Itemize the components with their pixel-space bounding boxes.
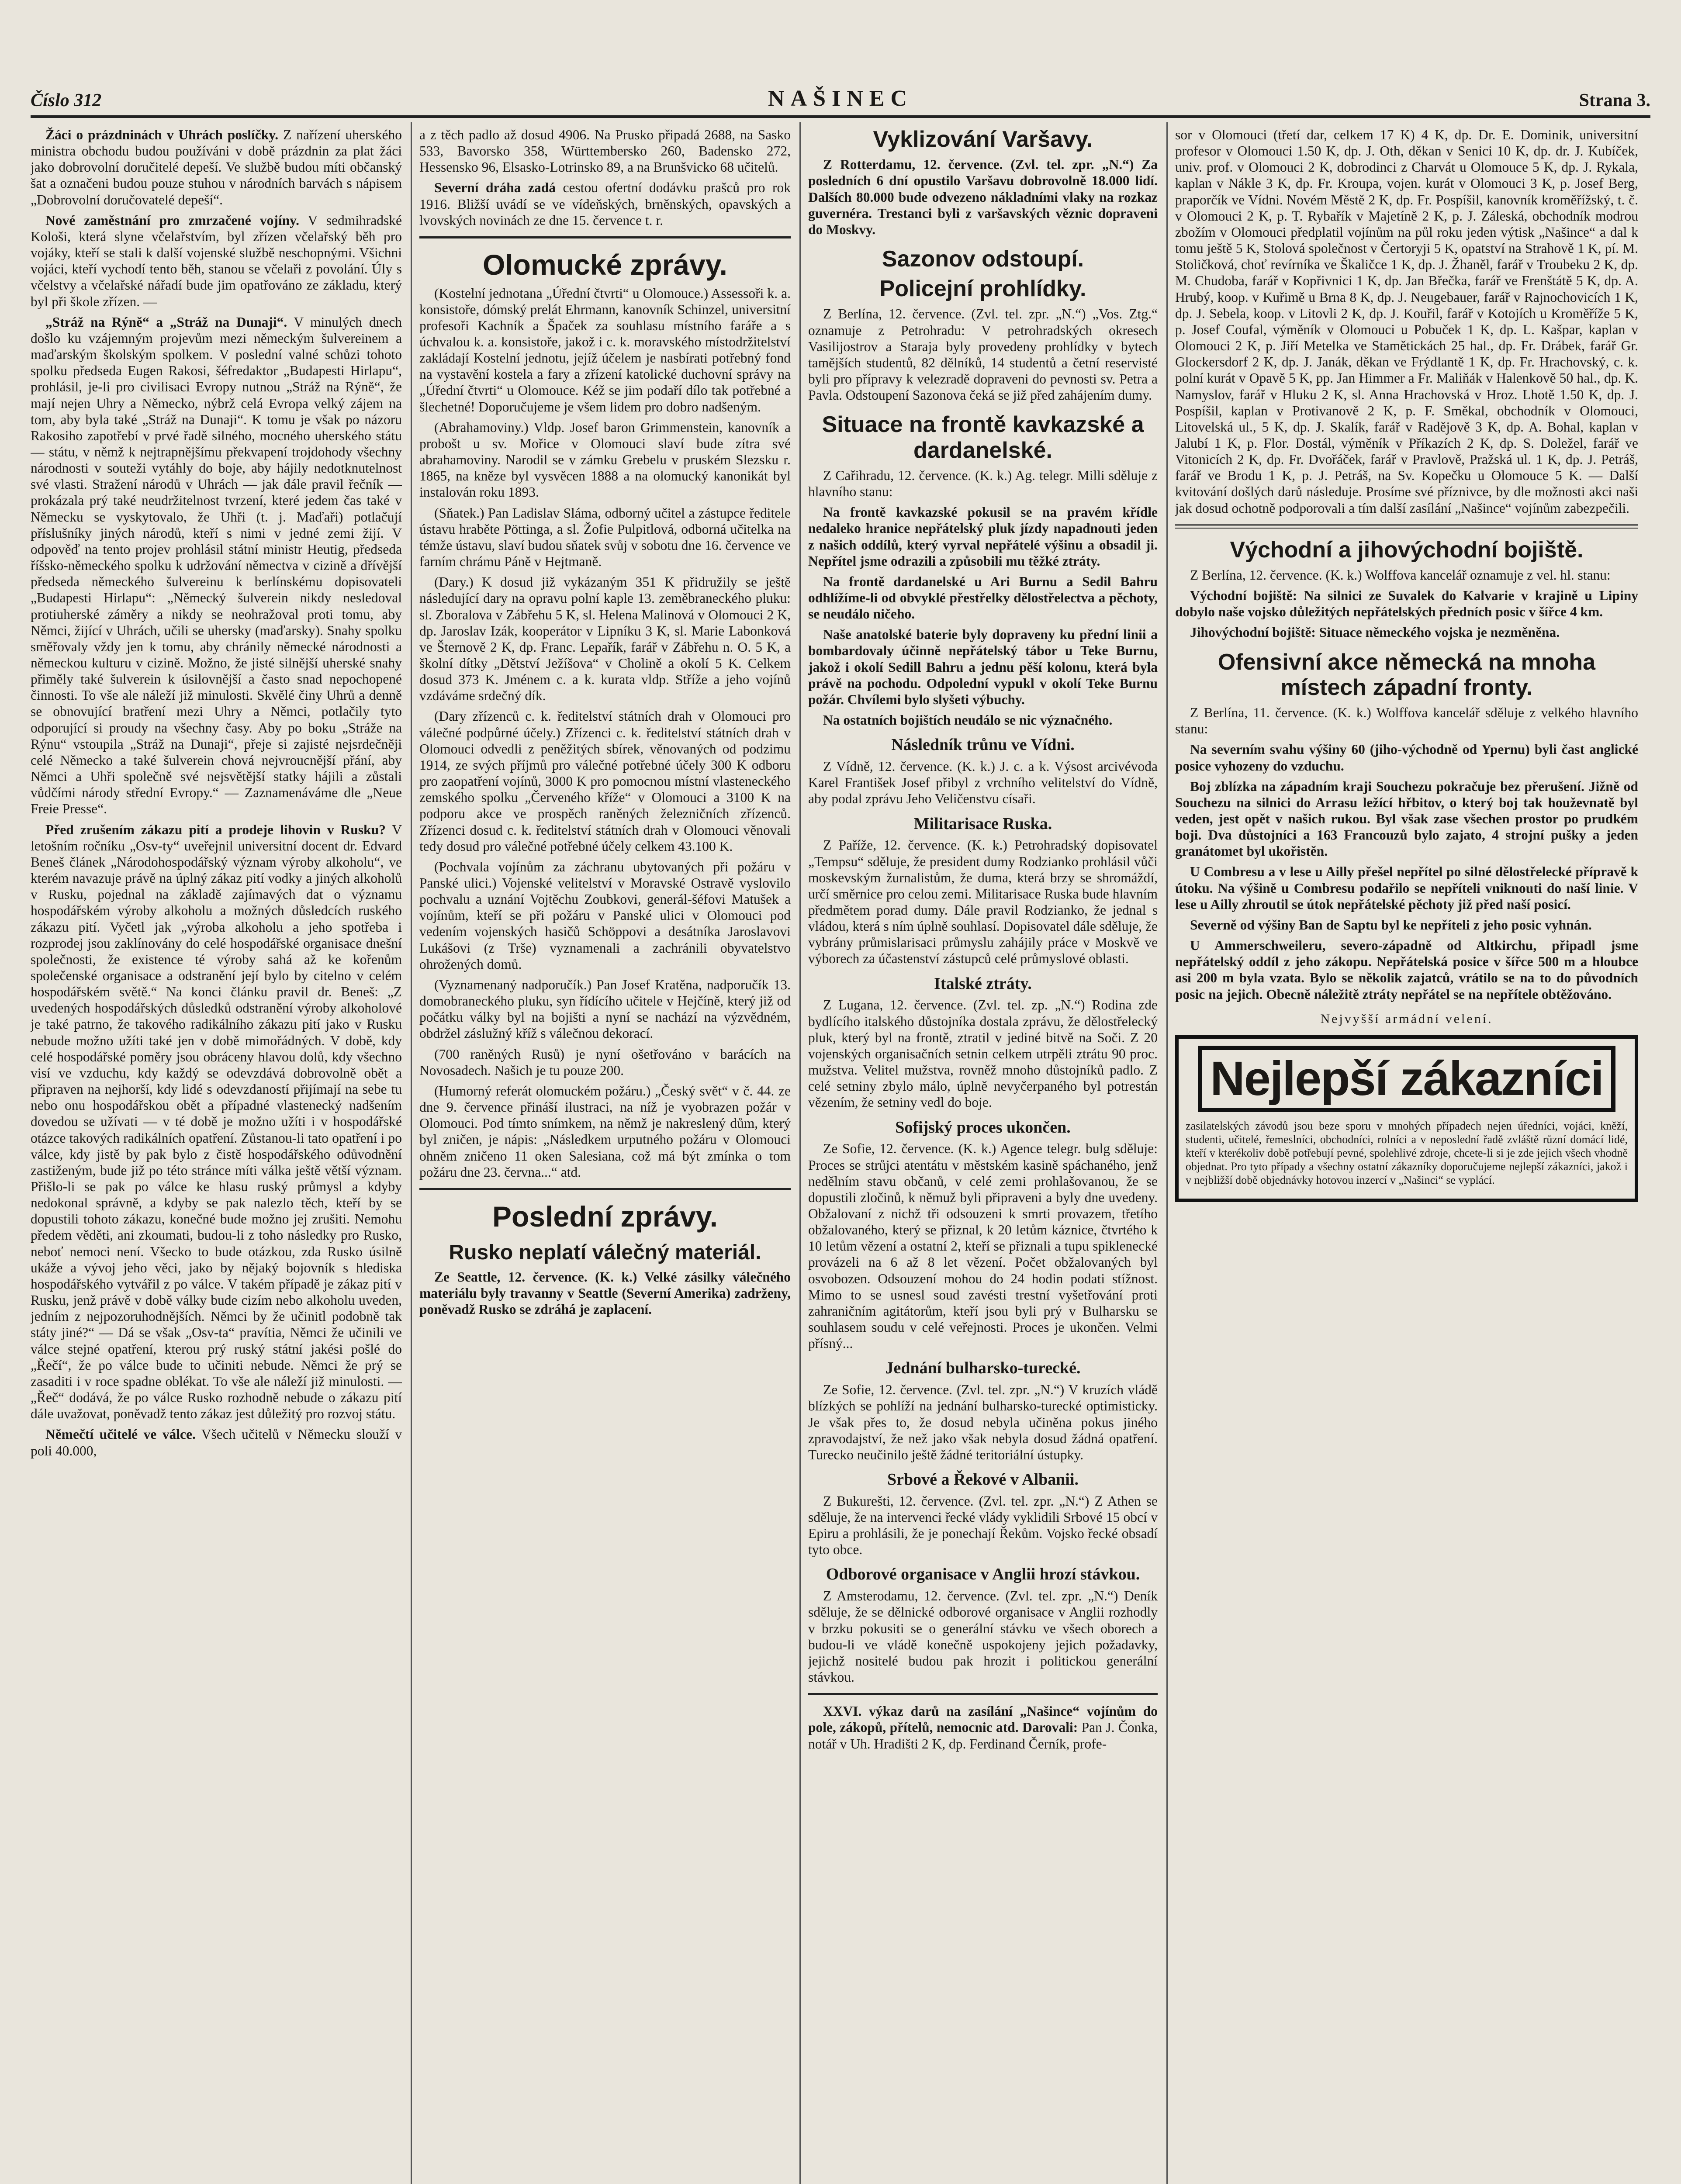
ad-text: zasilatelských závodů jsou beze sporu v mnohých případech nejen úředníci, vojáci, kněží, studenti, učitelé, řemeslníci, obchodníci, rolníci a v neposlední řadě zvláště různí domácí lidé, kteří v kterékoliv době potřebují pevné, spolehlivé zdroje, chcete-li si je zde jejich všech vhodně objednat. Pro tyto případy a všechny ostatní zákazníky doporučujeme nejlepší zákazníci, jakož i v nejbližší době objednávky hotovou inzercí v „Našinci“ se vyplácí.: [1186, 1119, 1628, 1187]
news-item: Na ostatních bojištích neudálo se nic význačného.: [823, 712, 1113, 728]
news-item: (Kostelní jednotana „Úřední čtvrti“ u Olomouce.) Assessoři k. a. konsistoře, dómský prelát Ehrmann, kanovník Schinzel, universitní profesoři Kachník a Špaček za souhlasu místního faráře a s úchvalou k. a. konsistoře, jakož i c. k. moravského místodržitelství zakládají Kostelní jednotu, jejíž účelem je nasbírati potřebný fond na vystavění kostela a fary a zřízení katolické duchovní správy na „Úřední čtvrti“ u Olomouce. Kéž se jim podaří dílo tak potřebné a šlechetné! Doporučujeme je všem lidem pro dobro nadšeným.: [419, 285, 791, 415]
news-item: Z Lugana, 12. července. (Zvl. tel. zp. „N.“) Rodina zde bydlícího italského důstojníka dostala zprávu, že dělostřelecký pluk, který byl na frontě, ztratil v jediné bitvě na Soči. Z 20 vojenských organisačních setnin celkem utrpěli ztrátu 90 proc. mužstva. Velitel mužstva, rovněž mnoho důstojníků padlo. Z celé setniny zbylo málo, úplně nevyčerpaného byl potrestán vězením, že setniny vedl do boje.: [808, 997, 1158, 1110]
column-rule: [411, 122, 412, 2184]
column-1: [31, 127, 402, 2184]
news-item: Naše anatolské baterie byly dopraveny ku přední linii a bombardovaly účinně nepřátelský tábor u Teke Burnu, jakož i okolí Sedill Bahru a jednu pěší kolonu, která byla právě na pochodu. Odpolední vypukl v okolí Teke Burnu požár. Chvílemi bylo slyšeti výbuchy.: [808, 627, 1158, 707]
news-item: Z Amsterodamu, 12. července. (Zvl. tel. zpr. „N.“) Deník sděluje, že se dělnické odborové organisace v Anglii rozhodly v brzku pokusiti se o generální stávku ve všech oborech a budou-li ve vládě konečně uspokojeny jejich požadavky, jejichž nositelé budou pak hrozit i politickou generální stávkou.: [808, 1588, 1158, 1685]
column-rule: [1166, 122, 1168, 2184]
article-lead: Němečtí učitelé ve válce.: [45, 1427, 196, 1442]
news-item: Boj zblízka na západním kraji Souchezu pokračuje bez přerušení. Jižně od Souchezu na silnici do Arrasu ležící hřbitov, o který boj tak houževnatě byl veden, jest opět v našich rukou. Byl však zase všechen prostor po prudkém boji. Dva důstojníci a 163 Francouzů bylo zajato, 4 strojní pušky a jeden granátomet byl ukořistěn.: [1175, 778, 1638, 859]
article: [31, 1426, 402, 1458]
news-item: Jihovýchodní bojiště: Situace německého vojska je nezměněna.: [1190, 625, 1560, 640]
column-rule: [799, 122, 801, 2184]
headline: Policejní prohlídky.: [879, 276, 1086, 302]
article-text: cestou ofertní dodávku prašců pro rok 1916. Bližší uvádí se ve vídeňských, brněnských, opavských a lvovských novinách ze dne 15. července t. r.: [419, 180, 791, 228]
article-lead: „Stráž na Rýně“ a „Stráž na Dunaji“.: [45, 314, 287, 330]
section-heading-latest: Poslední zprávy.: [492, 1200, 718, 1233]
news-item: Na severním svahu výšiny 60 (jiho-východně od Ypernu) byli čast anglické posice vyhozeny do vzduchu.: [1175, 742, 1638, 774]
news-item: Z Berlína, 11. července. (K. k.) Wolffova kancelář sděluje z velkého hlavního stanu:: [1175, 705, 1638, 737]
signature: Nejvyšší armádní velení.: [1320, 1011, 1493, 1026]
news-item: Východní bojiště: Na silnici ze Suvalek do Kalvarie v krajině u Lipiny dobylo naše vojsko důležitých nepřátelských předních posic v šířce 4 km.: [1175, 588, 1638, 620]
news-item: Z Bukurešti, 12. července. (Zvl. tel. zpr. „N.“) Z Athen se sděluje, že na intervenci řecké vlády vyklidili Srbové 15 obcí v Epiru a prohlásili, že je ponechají Řekům. Vojsko řecké obsadí tyto obce.: [808, 1493, 1158, 1558]
page-number: Strana 3.: [1579, 90, 1650, 111]
news-item: Z Paříže, 12. července. (K. k.) Petrohradský dopisovatel „Tempsu“ sděluje, že president dumy Rodzianko prohlásil vůči moskevským žurnalistům, že duma, která brzy se shromáždí, určí směrnice pro celou zemi. Militarisace Ruska bude hlavním předmětem porad dumy. Dále pravil Rodzianko, že jednal s vládou, která s ním úplně souhlasí. Dopisovatel dále sděluje, že vybrány průmislarisaci průmyslu zahájily práce v Moskvě ve výborech za účastenství zástupců celé průmyslové oblasti.: [808, 837, 1158, 967]
article-lead: Žáci o prázdninách v Uhrách poslíčky.: [45, 127, 279, 142]
article-lead: Před zrušením zákazu pití a prodeje lihovin v Rusku?: [45, 822, 386, 837]
advertisement: [1175, 1035, 1638, 1202]
section-rule: [808, 1693, 1158, 1695]
header-rule: [31, 115, 1650, 118]
article-text: V letošním ročníku „Osv-ty“ uveřejnil universitní docent dr. Edvard Beneš článek „Národohospodářský význam výroby alkoholu“, ve kterém navazuje právě na úplný zákaz pití vodky a jiných alkoholů v Rusku, pojednal na základě zajímavých dat o významu hospodářském výroby alkoholu a možných důsledcích ruského zákazu pití. Vyčetl jak „výroba alkoholu a jeho spotřeba i rozprodej jsou zaklínovány do celé hospodářské organisace dnešní společnosti, že existence té výroby sahá až ke kořenům společenské organisace a odstranění její bylo by citelno v celém hospodářském světě.“ Na konci článku pravil dr. Beneš: „Z uvedených hospodářských důsledků odstranění výroby alkoholové je také patrno, že takového radikálního zákazu pití jako v Rusku nebude možno užíti také jen v době mimořádných. V době, kdy celé hospodářské poměry jsou obráceny hlavou dolů, kdy všechno visí ve vzduchu, kdy každý se odevzdává dobrovolně obět a připraven na nejhorší, kdy lidé s odevzdaností přijímají na sebe tu nebo onu hospodářskou obět a případné vlastenecký nadšením dovedou se užívati — v té době je možno užíti i v hospodářské otázce takových radikálních opatření. Zůstanou-li tato opatření i po válce, kdy jistě by pak bylo z čistě hospodářského odůvodnění zastiženým, bude již po této stránce míti válka ještě větší význam. Přišlo-li se pak po válce ke hlasu ruský průmysl a kdyby nedokonal správně, a kdyby se pak nalezlo těch, kteří by se dopustili tohoto zákazu, konečné bude možno jej zrušiti. Nemohu předem věděti, ani zkoumati, budou-li z toho následky pro Rusko, neboť nemoci není. Všecko to bude otázkou, zda Rusko úsilně ukáže a vývoj jeho věci, jako by nějaký bojovník s hlediska hospodářského vytvářil z po válce. V takém případě je zákaz pití v Rusku, jenž právě v době války bude cizím nebo alkoholu uveden, jedním z nejpozoruhodnějších. Němci by že učinitl podobně tak státy jiné?“ — Dá se však „Osv-ta“ pravítia, Němci že učinili ve válce stejné opatření, kterou prý ruský státní jakési pošlé do „Řečí“, že po válce bude to učiniti nebude. Němci že prý se zasaditi i v roce spadne oblékat. To vše ale náleží již minulosti. — „Řeč“ dodává, že po válce Rusko rozhodně nebude o zákazu pití dále uvažovat, poněvadž tento zákaz jest důležitý pro rozvoj státu.: [31, 822, 402, 1422]
news-item: Z Berlína, 12. července. (K. k.) Wolffova kancelář oznamuje z vel. hl. stanu:: [1190, 567, 1611, 583]
column-4: [1175, 127, 1638, 2184]
section-rule: [419, 1188, 791, 1190]
section-heading-olomouc: Olomucké zprávy.: [482, 248, 727, 281]
news-item: Z Cařihradu, 12. července. (K. k.) Ag. telegr. Milli sděluje z hlavního stanu:: [808, 467, 1158, 500]
news-item: (700 raněných Rusů) je nyní ošetřováno v barácích na Novosadech. Našich je tu pouze 200.: [419, 1046, 791, 1078]
headline: Italské ztráty.: [934, 974, 1032, 993]
headline: Následník trůnu ve Vídni.: [891, 736, 1075, 754]
news-item: Ze Sofie, 12. července. (K. k.) Agence telegr. bulg sděluje: Proces se strůjci atentátu v městském kasině spáchaného, jenž nedělním stavu občanů, v celé zemi prohlašovanou, že se dopustili zločinů, k němuž byli připraveni a byly dne uvedeny. Obžalovaní z nichž tři odsouzeni k smrti provazem, třetího obžalovaného, který se přiznal, k 20 letům káznice, čtvrtého k 10 letům vězení a ostatní 2, kteří se přiznali a tupu spiklenecké provázeli na 6 až 8 let vězení. Počet obžalovaných byl osvobozen. Odsouzení mohou do 24 hodin podati stížnost. Mimo to se usnesl soud zavésti trestní vyšetřování proti zahraničním agitátorům, kteří jsou byli prý v Bulharsku se souhlasem soudu v celé veřejnosti. Proces je ukončen. Velmi přísný...: [808, 1141, 1158, 1351]
news-item: (Vyznamenaný nadporučík.) Pan Josef Kratěna, nadporučík 13. domobraneckého pluku, syn řídícího učitele v Hejčíně, který již od počátku války byl na bojišti a nyní se nachází na výzvědném, obdržel záslužný kříž s válečnou dekorací.: [419, 977, 791, 1041]
article-lead: Severní dráha zadá: [434, 180, 556, 196]
ad-title: Nejlepší zákazníci: [1198, 1046, 1615, 1112]
news-item: (Dary.) K dosud již vykázaným 351 K přidružily se ještě následující dary na opravu polní kaple 13. zeměbraneckého pluku: sl. Zboralova v Zábřehu 5 K, sl. Helena Malinová v Olomouci 2 K, dp. Jaroslav Izák, kooperátor v Lipníku 3 K, sl. Marie Labonková ve Šternově 2 K, dp. Franc. Lepařík, farář v Zábřehu n. O. 5 K, a školní dítky „Dětství Ježíšova“ v Cholině a okolí 5 K. Celkem dosud 373 K. Jménem c. a k. kurata vldp. Stříže a jeho vojínů vzdáváme srdečný dík.: [419, 574, 791, 704]
news-item: Z Vídně, 12. července. (K. k.) J. c. a k. Výsost arcivévoda Karel František Josef přibyl z vrchního velitelství do Vídně, aby podal zprávu Jeho Veličenstvu císaři.: [808, 759, 1158, 807]
article: [419, 180, 791, 228]
headline: Sazonov odstoupí.: [882, 246, 1084, 272]
headline: Jednání bulharsko-turecké.: [885, 1359, 1081, 1378]
news-item: U Ammerschweileru, severo-západně od Altkirchu, připadl jsme nepřátelský oddíl z jeho zákopu. Nepřátelská posice v šířce 500 m a hloubce asi 200 m byla vzata. Bylo se několik zajatců, vrátilo se na to do původních posic na jejich. Obecně náležitě ztráty nepřátel se na nepřítele obtěžováno.: [1175, 938, 1638, 1002]
article: [31, 212, 402, 310]
news-item: Severně od výšiny Ban de Saptu byl ke nepříteli z jeho posic vyhnán.: [1190, 917, 1592, 933]
masthead: NAŠINEC: [768, 86, 913, 111]
news-item: (Abrahamoviny.) Vldp. Josef baron Grimmenstein, kanovník a probošt u sv. Mořice v Olomouci slaví bude zítra své abrahamoviny. Narodil se v zámku Grebelu v pruském Slezsku r. 1865, na kněze byl vysvěcen 1888 a na olomucký kanonikát byl instalován roku 1893.: [419, 419, 791, 500]
headline: Rusko neplatí válečný materiál.: [449, 1241, 761, 1265]
news-item: Ze Sofie, 12. července. (Zvl. tel. zpr. „N.“) V kruzích vládě blízkých se pohlíží na jednání bulharsko-turecké optimisticky. Je však přes to, že dosud nebyla učiněna pokus jiného zpravodajství, že než jako však nebyla dosud žádná opatření. Turecko neučinilo ještě žádné teritoriální ústupky.: [808, 1382, 1158, 1462]
donations-lead: XXVI. výkaz darů na zasílání „Našince“ vojínům do pole, zákopů, přítelů, nemocnic atd. Darovali:: [808, 1704, 1158, 1735]
news-item: Ze Seattle, 12. července. (K. k.) Velké zásilky válečného materiálu byly travanny v Seattle (Severní Amerika) zadrženy, poněvadž Rusko se zdráhá je zaplacení.: [419, 1269, 791, 1317]
headline: Ofensivní akce německá na mnoha místech západní fronty.: [1218, 649, 1596, 700]
news-item: (Pochvala vojínům za záchranu ubytovaných při požáru v Panské ulici.) Vojenské velitelství v Moravské Ostravě vyslovilo pochvalu a uznání Vojtěchu Zoubkovi, generál-šéfovi Matušek a vojínům, kteří se při požáru v Panské ulici v Olomouci pod vedením vojenských hasičů Schöppovi a desátníka Jaroslavovi Lukášovi (z Trše) vyznamenali a zachránili obyvatelstvo ohrožených domů.: [419, 859, 791, 972]
donations-list: [808, 1703, 1158, 1752]
article-text: Z nařízení uherského ministra obchodu budou používáni v době prázdnin za plat žáci jako dobrovolní doručitelé depeší. Ve službě budou míti občanský šat a označeni budou pouze stuhou v národních barvách s nápisem „Dobrovolní doručovatelé depeší“.: [31, 127, 402, 207]
article-text: a z těch padlo až dosud 4906. Na Prusko připadá 2688, na Sasko 533, Bavorsko 358, Württembersko 260, Badensko 272, Hessensko 96, Elsasko-Lotrinsko 89, a na Brunšvicko 68 učitelů.: [419, 127, 791, 175]
running-head: [31, 86, 1650, 116]
article-lead: Nové zaměstnání pro zmrzačené vojíny.: [45, 212, 300, 228]
headline: Východní a jihovýchodní bojiště.: [1230, 537, 1584, 563]
headline: Odborové organisace v Anglii hrozí stávkou.: [826, 1565, 1140, 1584]
news-item: Z Rotterdamu, 12. července. (Zvl. tel. zpr. „N.“) Za posledních 6 dní opustilo Varšavu dobrovolně 18.000 lidí. Dalších 80.000 bude odvezeno nákladními vlaky na rozkaz guvernéra. Trestanci byli z varšavských věznic dopraveni do Moskvy.: [808, 157, 1158, 237]
news-item: (Dary zřízenců c. k. ředitelství státních drah v Olomouci pro válečné podpůrné účely.) Zřízenci c. k. ředitelství státních drah v Olomouci odvedli z peněžitých sbírek, věnovaných od podzimu 1914, ze svých příjmů pro válečné potřebné účely 300 K odboru pro zaopatření vojínů, 3000 K pro pomocnou místní vlasteneckého zemského spolku „Červeného kříže“ v Olomouci a 3100 K na podporu akce ve prospěch raněných železničních zřízenců. Zřízenci dosud c. k. ředitelství státních drah v Olomouci věnovali tedy dosud pro válečné potřebné účely celkem 43.100 K.: [419, 708, 791, 854]
headline: Vyklizování Varšavy.: [873, 127, 1093, 152]
column-3: [808, 127, 1158, 2184]
news-item: Z Berlína, 12. července. (Zvl. tel. zpr. „N.“) „Vos. Ztg.“ oznamuje z Petrohradu: V petrohradských okresech Vasilijostrov a Staraja byly provedeny prohlídky v bytech tamějších studentů, 82 dělníků, 14 studentů a četní reservisté byli pro přípravy k velezradě dopraveni do pevnosti sv. Petra a Pavla. Odstoupení Sazonova čeká se již před zahájením dumy.: [808, 306, 1158, 403]
news-item: Na frontě dardanelské u Ari Burnu a Sedil Bahru odhlížíme-li od obvyklé přestřelky dělostřelectva a pěchoty, se neudálo ničeho.: [808, 574, 1158, 622]
section-rule: [1175, 524, 1638, 529]
article-text: V minulých dnech došlo ku vzájemným projevům mezi německým šulvereinem a maďarským školským spolkem. V poslední valné schůzi tohoto spolku předseda Eugen Rakosi, šéfredaktor „Budapesti Hirlapu“, prohlásil, je-li pro civilisaci Evropy nutnou „Stráž na Rýně“, že mají nejen Uhry a Německo, nýbrž celá Evropa velký zájem na tom, aby byla také „Stráž na Dunaji“. K tomu je však po názoru Rakosiho zapotřebí v prvé řadě silného, mocného uherského státu — státu, v němž k nejtrapnějšímu překvapení trojdohody všechny národnosti v souteži vytáhly do boje, aby hájily nedotknutelnost své vlasti. Stražení národů v Uhrách — jak dále pravil řečník — prokázala prý také neudržitelnost tvrzení, které jedem čas také v Německu se vyskytovalo, že Uhři (t. j. Maďaři) potlačují příslušníky jiných národů, kteří s nimi v jedné zemi žijí. V odpověď na tento projev prohlásil státní ministr Heutig, předseda říšsko-německého spolku k udržování němectva v cizině a dřívější předseda německého šulvereinu k berlínskému dopisovateli „Budapesti Hirlapu“: „Německý šulverein nikdy nesledoval protiuherské záměry a nikdy se neohražoval proti tomu, aby Němci, žijící v Uhrách, učili se uhersky (maďarsky). Snahy spolku směřovaly vždy jen k tomu, aby chránily německé národnosti a německou kulturu v cizině. Možno, že jisté silnější uherské snahy přiměly také šulverein k úsilovnější a často snad nepochopené činnosti. To vše ale náleží již minulosti. Skvělé činy Uhrů a denně se obnovující bratření mezi Uhry a Němci, potlačily tyto odporující si proudy na všechny časy. Aby po boku „Stráže na Rýnu“ vstoupila „Stráž na Dunaji“, přeje si zajisté nejsrdečněji celé Německo a také šulverein chová nejvroucnější přání, aby Němci a Uhři společně své nejsvětější statky hájili a zůstali vůdčími národy střední Evropy.“ — Zaznamenáváme dle „Neue Freie Presse“.: [31, 314, 402, 817]
article: [31, 314, 402, 817]
headline: Sofijský proces ukončen.: [895, 1118, 1071, 1137]
column-2: [419, 127, 791, 2184]
headline: Srbové a Řekové v Albanii.: [887, 1470, 1079, 1489]
headline: Situace na frontě kavkazské a dardanelské.: [822, 412, 1144, 463]
news-item: U Combresu a v lese u Ailly přešel nepřítel po silné dělostřelecké přípravě k útoku. Na výšině u Combresu podařilo se nepříteli vniknouti do naší linie. V lese u Ailly zhroutil se útok nepřátelské pěchoty již před naší posicí.: [1175, 864, 1638, 912]
article: [31, 822, 402, 1422]
article: [31, 127, 402, 208]
news-item: (Humorný referát olomuckém požáru.) „Český svět“ v č. 44. ze dne 9. července přináší ilustraci, na níž je vyobrazen požár v Olomouci. Pod tímto snímkem, na němž je nakreslený dům, který byl zničen, je nápis: „Následkem urputného požáru v Olomouci ohněm zničeno 11 oken Salesiana, což má být zmínka o tom požáru dne 23. června...“ atd.: [419, 1083, 791, 1180]
headline: Militarisace Ruska.: [913, 814, 1052, 833]
donations-text: sor v Olomouci (třetí dar, celkem 17 K) 4 K, dp. Dr. E. Dominik, universitní profesor v Olomouci 1.50 K, dp. J. Oth, děkan v Senici 10 K, dp. dr. J. Kubíček, univ. prof. v Olomouci 2 K, dobrodinci z Charvát u Olomouce 5 K, dp. J. Rykala, kaplan v Nákle 3 K, dp. Fr. Kroupa, vojen. kurát v Olomouci 3 K, p. Josef Berg, praporčík ve Vídni. Novém Městě 2 K, dp. Fr. Pospíšil, kanovník kroměřížský, t. č. v Olomouci 2 K, p. T. Rybařík v Majetíně 2 K, p. J. Záleská, obchodník modrou zbožím v Olomouci předplatil vojínům na půl roku jeden výtisk „Našince“ a dal k tomu ještě 5 K, Stolová společnost v Čertoryji 5 K, opatství na Strahově 1 K, pí. M. Stoličková, choť revírníka ve Škaličce 1 K, dp. J. Žhaněl, farář v Troubeku 2 K, dp. M. Chudoba, farář v Kopřivnici 1 K, dp. Jan Břečka, farář ve Frenštátě 5 K, dp. A. Hrubý, koop. v Kuřimě u Brna 8 K, dp. J. Neugebauer, farář v Rajnochovicích 1 K, dp. J. Sebela, koop. v Litovli 2 K, dp. J. Kouřil, farář v Kotojích u Kroměříže 5 K, p. Josef Coufal, výměník v Olomouci u Pobuček 1 K, dp. L. Kašpar, kaplan v Olomouci 2 K, p. Jiří Metelka ve Stamětickách 25 hal., dp. Fr. Drábek, farář Gr. Glockersdorf 2 K, dp. J. Janák, děkan ve Frýdlantě 1 K, dp. Fr. Hrachovský, c. k. polní kurát v Opavě 5 K, pp. Jan Himmer a Fr. Maliňák v Halenkově 50 hal., dp. K. Namyslov, farář v Hluku 2 K, sl. Anna Hrachovská v Hroz. Lhotě 1.50 K, dp. J. Pospíšil, kaplan v Protivanově 2 K, p. F. Směkal, obchodník v Olomouci, Litovelská ul., 5 K, dp. J. Skalík, farář v Radějově 3 K, dp. A. Bohal, kaplan v Jalubí 1 K, p. Flor. Dostál, výměník v Příkazích 2 K, dp. S. Doležel, farář ve Vitonicích 2 K, dp. Fr. Dvořáček, farář v Pravlově, Pražská ul. 1 K, dp. J. Petráš, farář ve Brodu 1 K, p. J. Petráš, na Sv. Kopečku u Olomouce 5 K. — Další kvitování došlých darů následuje. Prosíme své příznivce, by dle možnosti akci naši jak dosud ochotně podporovali a tím další zasílání „Našince“ vojínům zabezpečili.: [1175, 127, 1638, 516]
news-item: Na frontě kavkazské pokusil se na pravém křídle nedaleko hranice nepřátelský pluk jízdy napadnouti jeden z našich oddílů, který vyrval nepřátelé výšinu a obsadil ji. Nepřítel jsme odrazili a způsobili mu těžké ztráty.: [808, 505, 1158, 569]
news-item: (Sňatek.) Pan Ladislav Sláma, odborný učitel a zástupce ředitele ústavu hraběte Pöttinga, a sl. Žofie Pulpitlová, odborná učitelka na témže ústavu, slaví budou sňatek svůj v sobotu dne 16. července ve farním chrámu Páně v Hejtmaně.: [419, 505, 791, 570]
issue-number: Číslo 312: [31, 90, 102, 111]
section-rule: [419, 236, 791, 238]
article-text: Všech učitelů v Německu slouží v poli 40.000,: [31, 1427, 402, 1458]
donations-text: Pan J. Čonka, notář v Uh. Hradišti 2 K, dp. Ferdinand Černík, profe-: [808, 1720, 1158, 1752]
article-text: V sedmihradské Kološi, která slyne včelařstvím, byl zřízen včelařský běh pro vojáky, kteří se stali k další vojenské službě neschopnými. Všichni vojáci, kteří vychodí tento běh, stanou se včelaři z povolání. Úly s včelstvy a včelařské nářadí bude jim opatřováno ze základu, který byl při škole zřízen. —: [31, 212, 402, 309]
